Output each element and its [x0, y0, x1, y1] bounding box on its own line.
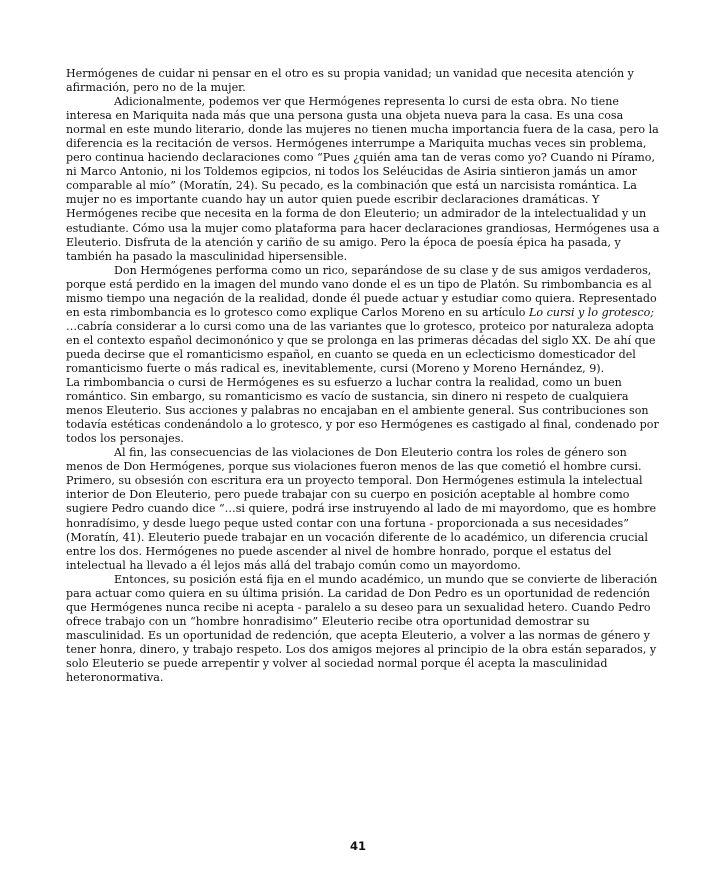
block-quote: …cabría considerar a lo cursi como una de las variantes que lo grotesco, proteico por naturaleza adopta en el contexto español decimonónico y que se prolonga en las primeras décadas del siglo XX. De ahí que pueda decirse que el romanticismo español, en cuanto se queda en un eclecticismo domesticador del romanticismo fuerte o más radical es, inevitablemente, cursi (Moreno y Moreno Hernández, 9). — [66, 319, 656, 375]
article-title: Lo cursi y lo grotesco; — [529, 305, 654, 319]
paragraph-3-text: Don Hermógenes performa como un rico, separándose de su clase y de sus amigos verdaderos, porque está perdido en la imagen del mundo vano donde el es un tipo de Platón. Su rimbombancia es al mismo tiempo una negación de la realidad, donde él puede actuar y estudiar como quiera. Representado en esta rimbombancia es lo grotesco como explique Carlos Moreno en su artículo — [66, 263, 657, 319]
paragraph-4: La rimbombancia o cursi de Hermógenes es su esfuerzo a luchar contra la realidad, como un buen romántico. Sin embargo, su romanticismo es vacío de sustancia, sin dinero ni respeto de cualquiera menos Eleuterio. Sus acciones y palabras no encajaban en el ambiente general. Sus contribuciones son todavía estéticas condenándolo a lo grotesco, y por eso Hermógenes es castigado al final, condenado por todos los personajes. — [66, 376, 659, 446]
paragraph-2: Adicionalmente, podemos ver que Hermógenes representa lo cursi de esta obra. No tiene interesa en Mariquita nada más que una persona gusta una objeta nueva para la casa. Es una cosa normal en este mundo literario, donde las mujeres no tienen mucha importancia fuera de la casa, pero la diferencia es la recitación de versos. Hermógenes interrumpe a Mariquita muchas veces sin problema, pero continua haciendo declaraciones como “Pues ¿quién ama tan de veras como yo? Cuando ni Píramo, ni Marco Antonio, ni los Toldemos egipcios, ni todos los Seléucidas de Asiria sintieron jamás un amor comparable al mío” (Moratín, 24). Su pecado, es la combinación que está un narcisista romántica. La mujer no es importante cuando hay un autor quien puede escribir declaraciones dramáticas. Y Hermógenes recibe que necesita en la forma de don Eleuterio; un admirador de la intelectualidad y un estudiante. Cómo usa la mujer como plataforma para hacer declaraciones grandiosas, Hermógenes usa a Eleuterio. Disfruta de la atención y cariño de su amigo. Pero la época de poesía épica ha pasada, y también ha pasado la masculinidad hipersensible. — [66, 95, 660, 263]
paragraph-3 — [66, 264, 661, 320]
paragraph-6: Entonces, su posición está fija en el mundo académico, un mundo que se convierte de liberación para actuar como quiera en su última prisión. La caridad de Don Pedro es un oportunidad de redención que Hermógenes nunca recibe ni acepta - paralelo a su deseo para un sexualidad hetero. Cuando Pedro ofrece trabajo con un “hombre honradisimo” Eleuterio recibe otra oportunidad demostrar su masculinidad. Es un oportunidad de redención, que acepta Eleuterio, a volver a las normas de género y tener honra, dinero, y trabajo respeto. Los dos amigos mejores al principio de la obra están separados, y solo Eleuterio se puede arrepentir y volver al sociedad normal porque él acepta la masculinidad heteronormativa. — [66, 572, 658, 685]
body-text — [66, 67, 661, 685]
page-number: 41 — [349, 839, 366, 853]
paragraph-5: Al fin, las consecuencias de las violaciones de Don Eleuterio contra los roles de género son menos de Don Hermógenes, porque sus violaciones fueron menos de las que cometió el hombre cursi. Primero, su obsesión con escritura era un proyecto temporal. Don Hermógenes estimula la intelectual interior de Don Eleuterio, pero puede trabajar con su cuerpo en posición aceptable al hombre como sugiere Pedro cuando dice “…si quiere, podrá irse instruyendo al lado de mi mayordomo, que es hombre honradísimo, y desde luego peque usted contar con una fortuna - proporcionada a sus necesidades” (Moratín, 41). Eleuterio puede trabajar en un vocación diferente de lo académico, un diferencia crucial entre los dos. Hermógenes no puede ascender al nivel de hombre honrado, porque el estatus del intelectual ha llevado a él lejos más allá del trabajo común como un mayordomo. — [66, 446, 657, 572]
paragraph-1: Hermógenes de cuidar ni pensar en el otro es su propia vanidad; un vanidad que necesita atención y afirmación, pero no de la mujer. — [66, 67, 634, 95]
